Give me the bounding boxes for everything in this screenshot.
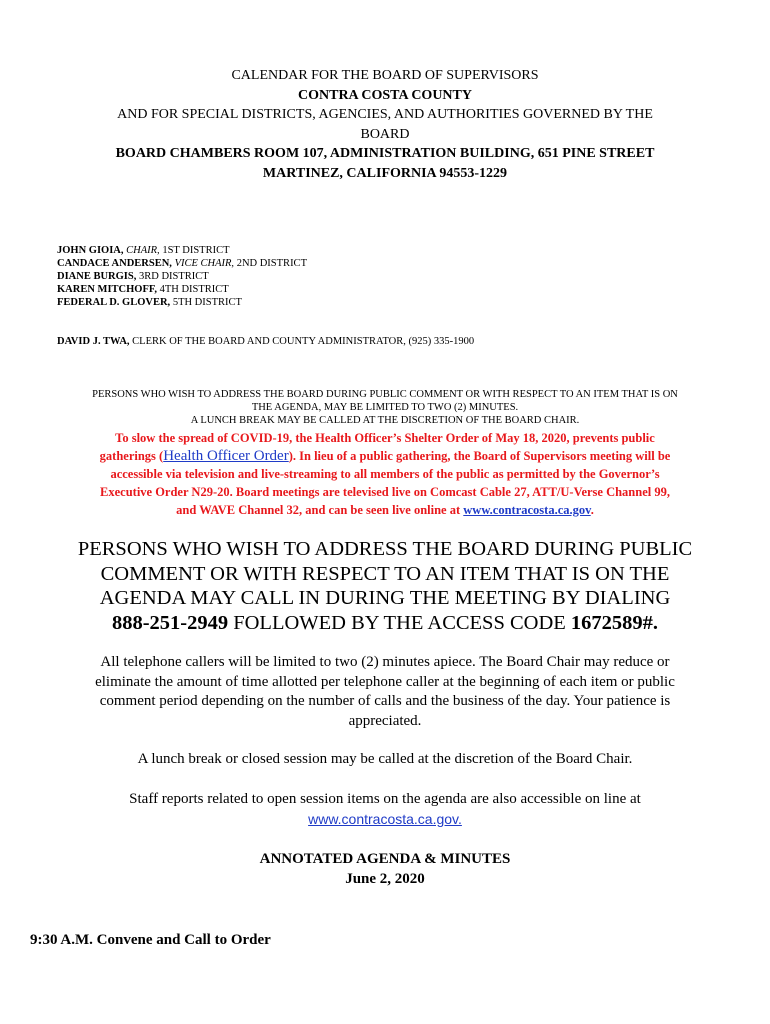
- member-district: 3RD DISTRICT: [138, 271, 209, 282]
- header-title: CALENDAR FOR THE BOARD OF SUPERVISORS: [231, 68, 539, 83]
- member-name: KAREN MITCHOFF,: [57, 284, 157, 295]
- member-district: 2ND DISTRICT: [236, 258, 307, 269]
- website-link[interactable]: www.contracosta.ca.gov: [463, 503, 591, 517]
- health-officer-order-link[interactable]: Health Officer Order: [163, 448, 289, 464]
- covid-line: gatherings (Health Officer Order). In lieu of a public gathering, the Board of Supervisors meeting will be: [99, 448, 671, 464]
- access-code: 1672589#.: [570, 611, 659, 634]
- agenda-heading: [0, 850, 770, 889]
- member-name: JOHN GIOIA,: [57, 245, 124, 256]
- paragraph-line: appreciated.: [348, 712, 422, 729]
- covid-line: accessible via television and live-streaming to all members of the public as permitted by the Governor’s: [110, 467, 660, 481]
- city-address: MARTINEZ, CALIFORNIA 94553-1229: [262, 165, 508, 181]
- member-role: VICE CHAIR,: [174, 258, 235, 269]
- board-member: [57, 296, 307, 309]
- covid-line: Executive Order N29-20. Board meetings are televised live on Comcast Cable 27, ATT/U-Verse Channel 99,: [100, 485, 670, 499]
- board-member: [57, 244, 307, 257]
- staff-reports-link[interactable]: www.contracosta.ca.gov.: [308, 810, 462, 827]
- clerk-name: DAVID J. TWA,: [57, 336, 130, 347]
- call-in-notice: [0, 537, 770, 635]
- public-comment-notice: [0, 388, 770, 427]
- member-role: CHAIR,: [126, 245, 160, 256]
- phone-number: 888-251-2949: [111, 611, 229, 634]
- calendar-header: [0, 66, 770, 183]
- member-district: 5TH DISTRICT: [172, 297, 242, 308]
- board-member: [57, 270, 307, 283]
- convene-heading: 9:30 A.M. Convene and Call to Order: [30, 932, 271, 948]
- header-subtitle-cont: BOARD: [360, 126, 410, 142]
- board-member: [57, 283, 307, 296]
- call-in-line: COMMENT OR WITH RESPECT TO AN ITEM THAT IS ON THE: [100, 562, 670, 585]
- paragraph-line: eliminate the amount of time allotted per telephone caller at the beginning of each item or public: [95, 673, 675, 690]
- callers-paragraph: [0, 653, 770, 731]
- notice-line: THE AGENDA, MAY BE LIMITED TO TWO (2) MINUTES.: [251, 402, 519, 413]
- clerk-title: CLERK OF THE BOARD AND COUNTY ADMINISTRATOR, (925) 335-1900: [132, 336, 475, 347]
- paragraph-line: comment period depending on the number of calls and the business of the day. Your patience is: [99, 693, 671, 709]
- clerk-line: [57, 335, 474, 348]
- covid-line: To slow the spread of COVID-19, the Health Officer’s Shelter Order of May 18, 2020, prevents public: [115, 431, 655, 445]
- notice-line: A LUNCH BREAK MAY BE CALLED AT THE DISCRETION OF THE BOARD CHAIR.: [190, 415, 580, 426]
- call-in-line: AGENDA MAY CALL IN DURING THE MEETING BY DIALING: [99, 587, 671, 609]
- county-name: CONTRA COSTA COUNTY: [298, 87, 472, 103]
- chambers-address: BOARD CHAMBERS ROOM 107, ADMINISTRATION BUILDING, 651 PINE STREET: [115, 146, 655, 161]
- paragraph-line: All telephone callers will be limited to two (2) minutes apiece. The Board Chair may reduce or: [100, 654, 670, 670]
- member-district: 1ST DISTRICT: [162, 245, 230, 256]
- notice-line: PERSONS WHO WISH TO ADDRESS THE BOARD DURING PUBLIC COMMENT OR WITH RESPECT TO AN ITEM THAT IS ON: [92, 389, 678, 400]
- member-name: DIANE BURGIS,: [57, 271, 137, 282]
- covid-notice: [0, 429, 770, 519]
- staff-reports-line: Staff reports related to open session items on the agenda are also accessible on line at: [129, 791, 641, 807]
- member-name: CANDACE ANDERSEN,: [57, 258, 172, 269]
- call-in-line: PERSONS WHO WISH TO ADDRESS THE BOARD DURING PUBLIC: [77, 538, 693, 560]
- board-members-list: [57, 244, 307, 309]
- call-in-line: 888-251-2949 FOLLOWED BY THE ACCESS CODE 1672589#.: [111, 611, 659, 634]
- board-member: [57, 257, 307, 270]
- member-name: FEDERAL D. GLOVER,: [57, 297, 171, 308]
- header-subtitle: AND FOR SPECIAL DISTRICTS, AGENCIES, AND AUTHORITIES GOVERNED BY THE: [117, 107, 653, 122]
- lunch-notice: A lunch break or closed session may be called at the discretion of the Board Chair.: [137, 751, 633, 767]
- agenda-date: June 2, 2020: [345, 870, 425, 887]
- agenda-title: ANNOTATED AGENDA & MINUTES: [259, 851, 511, 867]
- staff-reports: [0, 790, 770, 830]
- covid-line: and WAVE Channel 32, and can be seen live online at www.contracosta.ca.gov.: [176, 503, 594, 517]
- member-district: 4TH DISTRICT: [159, 284, 229, 295]
